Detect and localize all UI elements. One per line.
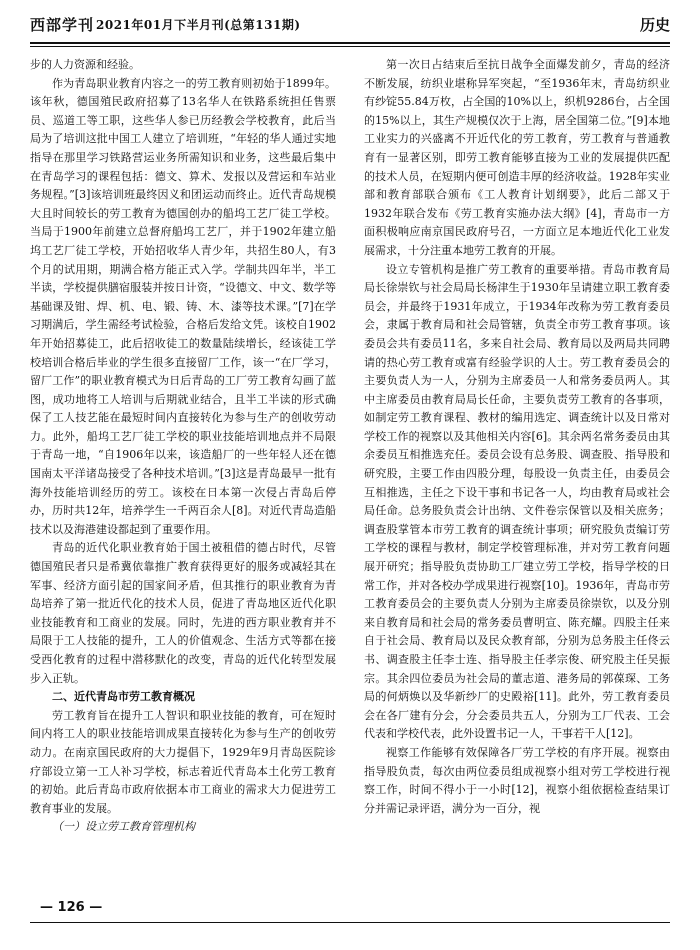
- section-heading: 二、近代青岛市劳工教育概况: [52, 690, 195, 704]
- footer-rule: [30, 922, 670, 923]
- paragraph: 作为青岛职业教育内容之一的劳工教育则初始于1899年。该年秋，德国殖民政府招募了13名华人在铁路系统担任售票员、巡道工等工职，这些华人参已历经教会学校教育，此后当局为了培训这批中国工人建立了培训班，“年轻的华人通过实地指导在那里学习铁路营运业务所需知识和业务，这些最后集中在青岛学习的课程包括：德文、算术、发报以及营运和车站业务规程。”[3]该培训班最终因义和团运动而终止。近代青岛规模大且时间较长的劳工教育为德国创办的船坞工艺厂徒工学校。当局于1900年前建立总督府船坞工艺厂，并于1902年建立船坞工艺厂徒工学校，开始招收华人青少年，共招生80人，有3个月的试用期，期满合格方能正式入学。学制共四年半，半工半读，学校提供膳宿服装并按日计资，“设德文、中文、数学等基础课及钳、焊、机、电、锻、铸、木、漆等技术课。”[7]在学习期满后，学生需经考试检验，合格后发给文凭。该校自1902年开始招募徒工，此后招收徒工的数量陆续增长，经该徒工学校培训合格后毕业的学生很多直接留厂工作，该一“在厂学习，留厂工作”的职业教育模式为日后青岛的工厂劳工教育勾画了蓝图，成功地将工人培训与后期就业结合，且半工半读的形式确保了工人技艺能在最短时间内直接转化为参与生产的创收劳动力。此外，船坞工艺厂徒工学校的职业技能培训地点并不局限于青岛一地，“自1906年以来，该造船厂的一些年轻人还在德国南太平洋诸岛接受了各种技术培训。”[3]这是青岛最早一批有海外技能培训经历的劳工。该校在日本第一次侵占青岛后停办，历时共12年，培养学生一千两百余人[8]。对近代青岛造船技术以及海港建设都起到了重要作用。: [30, 76, 336, 536]
- page-header: [30, 12, 670, 42]
- right-column: [364, 56, 670, 818]
- paragraph: 青岛的近代化职业教育始于国土被租借的德占时代，尽管德国殖民者只是希冀依靠推广教育获得更好的服务或减轻其在军事、经济方面引起的国家间矛盾，但其推行的职业教育为青岛培养了第一批近代化的技术人员，促进了青岛地区近代化职业技能教育和工商业的发展。同时，先进的西方职业教育并不局限于工人技能的提升，工人的价值观念、生活方式等都在接受西化教育的过程中潜移默化的改变，青岛的近代化转型发展步入正轨。: [30, 541, 336, 685]
- section-label: 历史: [639, 16, 670, 34]
- paragraph: 设立专管机构是推广劳工教育的重要举措。青岛市教育局局长徐崇钦与社会局局长杨津生于1930年呈请建立职工教育委员会，并最终于1931年成立，于1934年改称为劳工教育委员会，隶属于教育局和社会局管辖，负责全市劳工教育事项。该委员会共有委员11名，多来自社会局、教育局以及两局共同聘请的热心劳工教育或富有经验学识的人士。劳工教育委员会的主要负责人为一人，分别为主席委员一人和常务委员两人。其中主席委员由教育局局长任命，主要负责劳工教育的各事项，如制定劳工教育课程、教材的编用选定、调查统计以及日常对学校工作的视察以及其他相关内容[6]。其余两名常务委员由其余委员互相推选充任。委员会设有总务股、调查股、指导股和研究股，主要工作由四股分理，每股设一负责主任，由委员会互相推选，主任之下设干事和书记各一人，均由教育局或社会局任命。总务股负责会计出纳、文件卷宗保管以及相关庶务；调查股掌管本市劳工教育的调查统计事项；研究股负责编订劳工学校的课程与教材，制定学校管理标准，并对劳工教育问题展开研究；指导股负责协助工厂建立劳工学校，指导学校的日常工作，并对各校办学成果进行视察[10]。1936年，青岛市劳工教育委员会的主要负责人分别为主席委员徐崇钦，以及分别来自教育局和社会局的常务委员曹明宣、陈充耀。四股主任来自于社会局、教育局以及民众教育部，分别为总务股主任佟云书、调查股主任李士连、指导股主任孝宗俊、研究股主任吴振宗。其余四位委员为社会局的董志道、港务局的郭葆琛、工务局的何炳焕以及华新纱厂的史殿裕[11]。此外，劳工教育委员会在各厂建有分会，分会委员共五人，分别为工厂代表、工会代表和学校代表，此外设置书记一人，干事若干人[12]。: [364, 262, 670, 741]
- paragraph: 第一次日占结束后至抗日战争全面爆发前夕，青岛的经济不断发展，纺织业堪称异军突起，“至1936年末，青岛纺织业有纱锭55.84万枚，占全国的10%以上，织机9286台，占全国的15%以上，其生产规模仅次于上海，居全国第二位。”[9]本地工业实力的兴盛离不开近代化的劳工教育，劳工教育与普通教育有一显著区别，即劳工教育能够直接为工业的发展提供匹配的技术人员，在短期内便可创造丰厚的经济收益。1928年实业部和教育部联合颁布《工人教育计划纲要》，此后二部又于1932年联合发布《劳工教育实施办法大纲》[4]，青岛市一方面积极响应南京国民政府号召，一方面立足本地近代化工业发展需求，十分注重本地劳工教育的开展。: [364, 58, 670, 257]
- header-rule-thin: [30, 46, 670, 47]
- issue-info: 2021年01月下半月刊(总第131期): [96, 18, 301, 32]
- paragraph: 步的人力资源和经验。: [30, 58, 140, 71]
- section-heading: （一）设立劳工教育管理机构: [52, 820, 195, 834]
- paragraph: 视察工作能够有效保障各厂劳工学校的有序开展。视察由指导股负责，每次由两位委员组成视察小组对劳工学校进行视察工作，时间不得小于一小时[12]，视察小组依据检查结果订分并需记录评语，满分为一百分，视: [364, 745, 670, 815]
- left-column: [30, 56, 336, 837]
- paragraph: 劳工教育旨在提升工人智识和职业技能的教育，可在短时间内将工人的职业技能培训成果直接转化为参与生产的创收劳动力。在南京国民政府的大力提倡下，1929年9月青岛医院诊疗部设立第一工人补习学校，标志着近代青岛本土化劳工教育的初始。此后青岛市政府依据本市工商业的需求大力促进劳工教育事业的发展。: [30, 708, 336, 815]
- journal-logo: 西部学刊: [30, 16, 95, 34]
- page-number: — 126 —: [40, 900, 103, 915]
- header-rule: [30, 42, 670, 44]
